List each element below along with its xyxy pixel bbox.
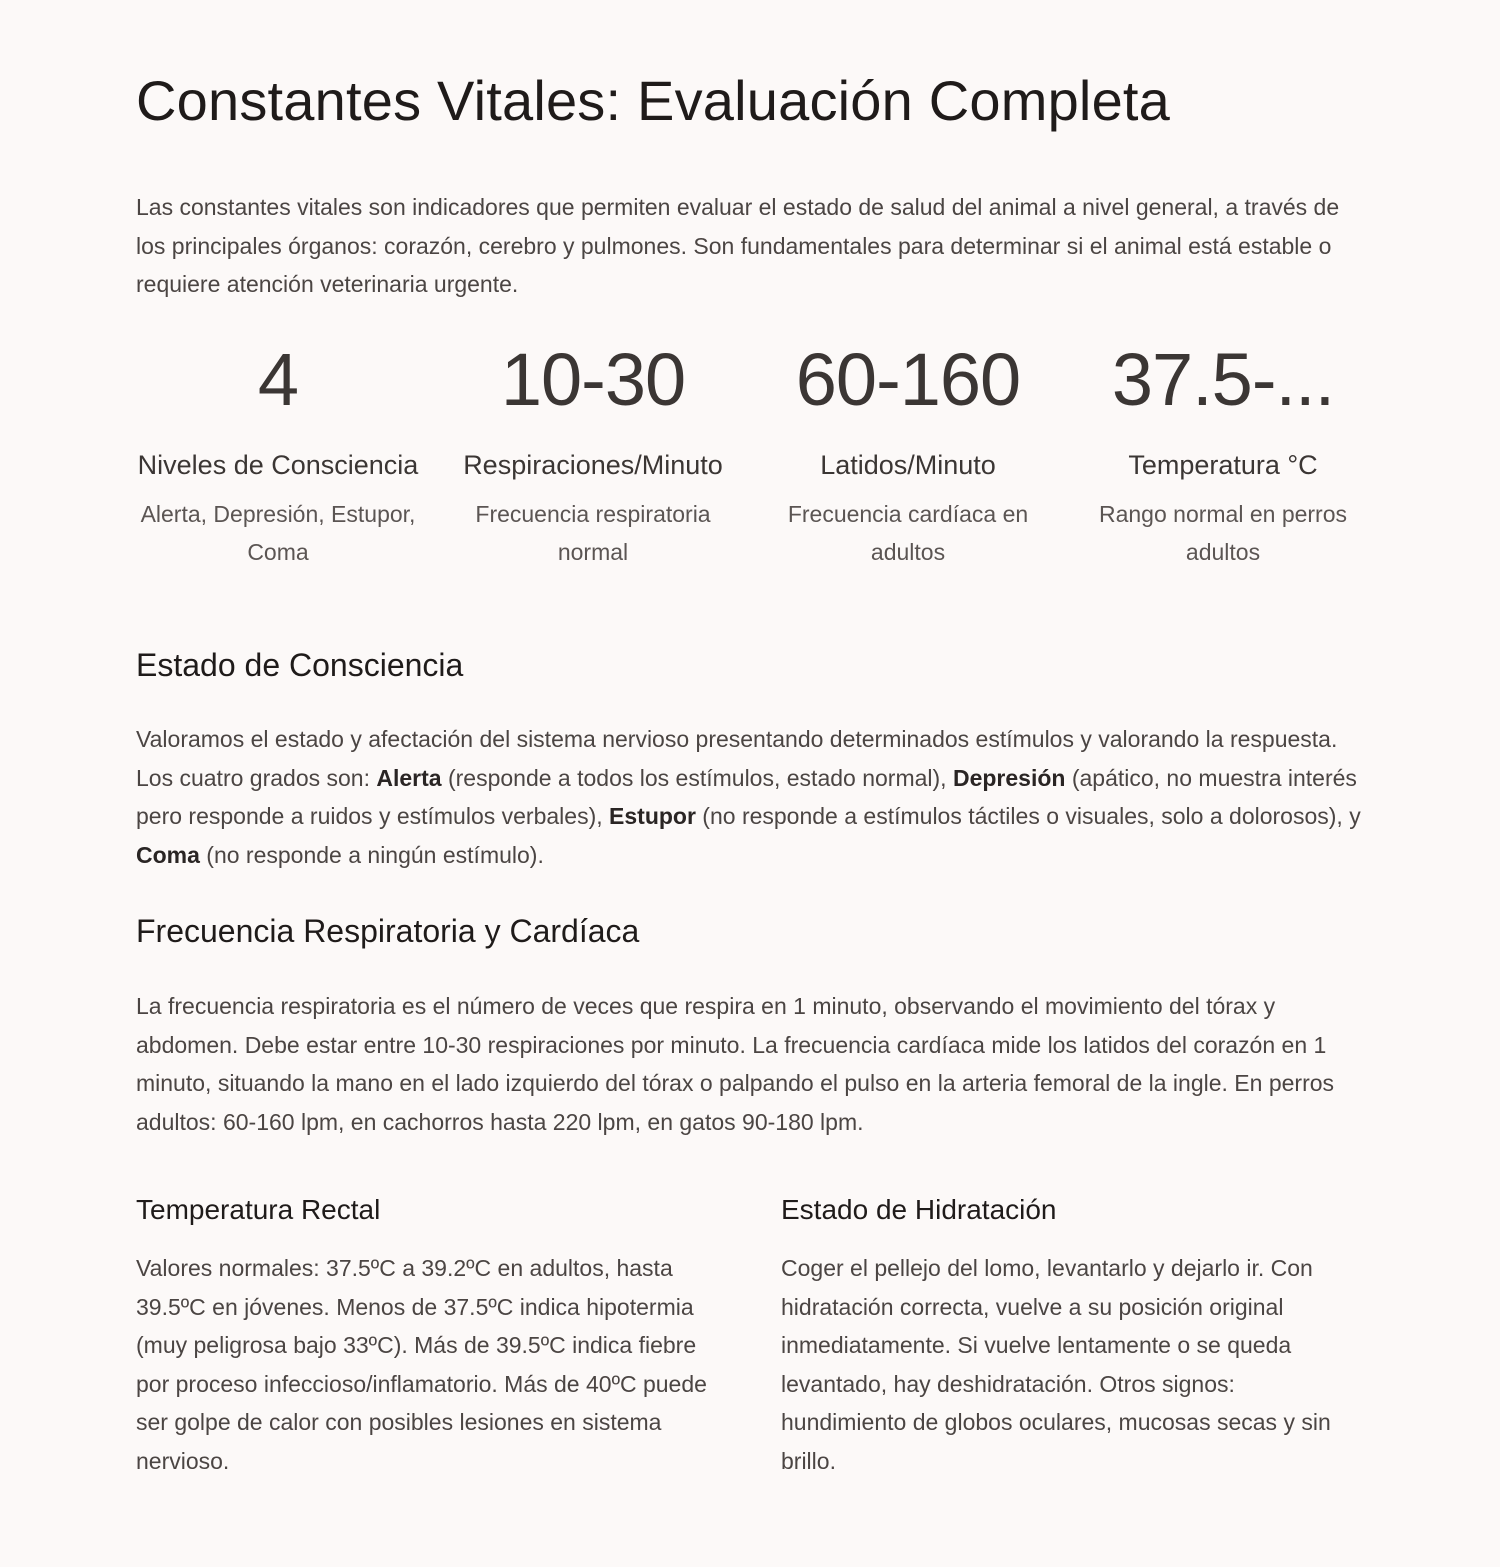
- stat-consciousness-levels: [136, 330, 420, 571]
- paragraph-text: (no responde a estímulos táctiles o visuales, solo a dolorosos), y: [695, 803, 1361, 829]
- term-coma: Coma: [136, 841, 200, 868]
- section-heading-frequency: Frecuencia Respiratoria y Cardíaca: [136, 913, 640, 949]
- section-heading-consciousness: Estado de Consciencia: [136, 647, 464, 683]
- consciousness-paragraph: [136, 720, 1364, 874]
- paragraph-text: (no responde a ningún estímulo).: [199, 841, 544, 868]
- stat-value: 10-30: [500, 338, 686, 421]
- stat-label: Respiraciones/Minuto: [463, 450, 723, 480]
- term-estupor: Estupor: [609, 803, 696, 829]
- stat-value: 60-160: [795, 338, 1021, 421]
- stat-description: Frecuencia cardíaca en adultos: [787, 501, 1029, 565]
- subsection-heading-hydration: Estado de Hidratación: [781, 1194, 1057, 1225]
- stat-respiratory-rate: [451, 330, 735, 571]
- intro-paragraph: Las constantes vitales son indicadores que permiten evaluar el estado de salud del animal a nivel general, a través de los principales órganos: corazón, cerebro y pulmones. Son fundamentales para determinar si el animal está estable o requiere atención veterinaria urgente.: [136, 194, 1340, 297]
- stat-label: Temperatura °C: [1128, 450, 1318, 480]
- stat-label: Niveles de Consciencia: [137, 450, 419, 480]
- paragraph-text: Valoramos el estado y afectación del sistema nervioso presentando determinados estímulos y valorando la respuesta. Los cuatro grados son:: [136, 726, 1338, 791]
- stat-value: 37.5-...: [1111, 338, 1335, 421]
- stat-description: Alerta, Depresión, Estupor, Coma: [140, 501, 416, 565]
- term-depresion: Depresión: [952, 764, 1066, 791]
- stat-label: Latidos/Minuto: [820, 450, 996, 480]
- hydration-paragraph: Coger el pellejo del lomo, levantarlo y dejarlo ir. Con hidratación correcta, vuelve a su posición original inmediatamente. Si vuelve lentamente o se queda levantado, hay deshidratación. Otros signos: hundimiento de globos oculares, mucosas secas y sin brillo.: [781, 1255, 1331, 1474]
- subsection-heading-temperature: Temperatura Rectal: [136, 1194, 381, 1225]
- paragraph-text: (responde a todos los estímulos, estado normal),: [441, 764, 953, 791]
- stats-row: [136, 330, 1396, 610]
- temperature-paragraph: Valores normales: 37.5ºC a 39.2ºC en adultos, hasta 39.5ºC en jóvenes. Menos de 37.5ºC indica hipotermia (muy peligrosa bajo 33ºC). Más de 39.5ºC indica fiebre por proceso infeccioso/inflamatorio. Más de 40ºC puede ser golpe de calor con posibles lesiones en sistema nervioso.: [136, 1255, 707, 1474]
- stat-description: Frecuencia respiratoria normal: [475, 501, 711, 565]
- frequency-paragraph: La frecuencia respiratoria es el número de veces que respira en 1 minuto, observando el movimiento del tórax y abdomen. Debe estar entre 10-30 respiraciones por minuto. La frecuencia cardíaca mide los latidos del corazón en 1 minuto, situando la mano en el lado izquierdo del tórax o palpando el pulso en la arteria femoral de la ingle. En perros adultos: 60-160 lpm, en cachorros hasta 220 lpm, en gatos 90-180 lpm.: [136, 993, 1335, 1135]
- paragraph-text: (apático, no muestra interés pero responde a ruidos y estímulos verbales),: [136, 764, 1357, 829]
- stat-value: 4: [257, 338, 299, 421]
- term-alerta: Alerta: [376, 764, 442, 791]
- stat-temperature: [1081, 330, 1365, 571]
- stat-description: Rango normal en perros adultos: [1098, 501, 1348, 565]
- page-title: Constantes Vitales: Evaluación Completa: [136, 69, 1171, 132]
- stat-heart-rate: [766, 330, 1050, 571]
